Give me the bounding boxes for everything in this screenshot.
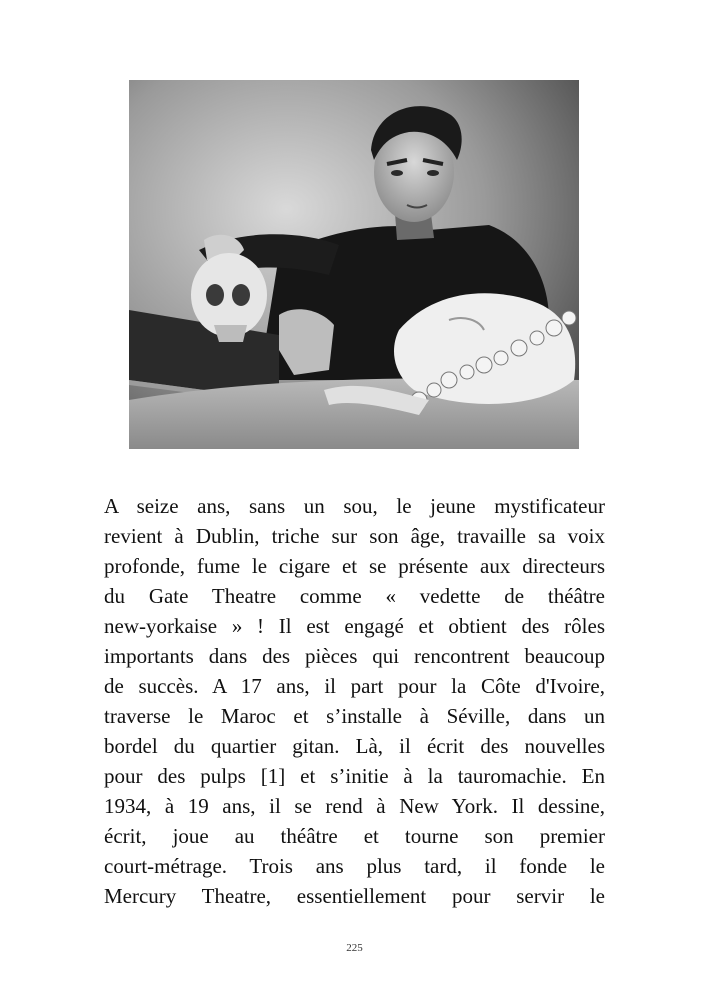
text-line: revient à Dublin, triche sur son âge, travaille sa voix bbox=[104, 524, 605, 548]
text-line: bordel du quartier gitan. Là, il écrit des nouvelles bbox=[104, 734, 605, 758]
portrait-illustration bbox=[129, 80, 579, 449]
text-line: de succès. A 17 ans, il part pour la Côte d'Ivoire, bbox=[104, 674, 605, 698]
text-line: 1934, à 19 ans, il se rend à New York. Il dessine, bbox=[104, 794, 605, 818]
text-line: Mercury Theatre, essentiellement pour servir le bbox=[104, 884, 605, 908]
text-line: court-métrage. Trois ans plus tard, il fonde le bbox=[104, 854, 605, 878]
body-paragraph bbox=[104, 491, 605, 911]
text-line: A seize ans, sans un sou, le jeune mystificateur bbox=[104, 494, 605, 518]
text-line: du Gate Theatre comme « vedette de théâtre bbox=[104, 584, 605, 608]
text-line: new-yorkaise » ! Il est engagé et obtient des rôles bbox=[104, 614, 605, 638]
text-line: profonde, fume le cigare et se présente aux directeurs bbox=[104, 554, 605, 578]
page-number: 225 bbox=[346, 942, 363, 954]
text-line: importants dans des pièces qui rencontrent beaucoup bbox=[104, 644, 605, 668]
text-line: pour des pulps [1] et s’initie à la tauromachie. En bbox=[104, 764, 605, 788]
text-line: traverse le Maroc et s’installe à Séville, dans un bbox=[104, 704, 605, 728]
portrait-photo bbox=[129, 80, 579, 449]
text-line: écrit, joue au théâtre et tourne son premier bbox=[104, 824, 605, 848]
